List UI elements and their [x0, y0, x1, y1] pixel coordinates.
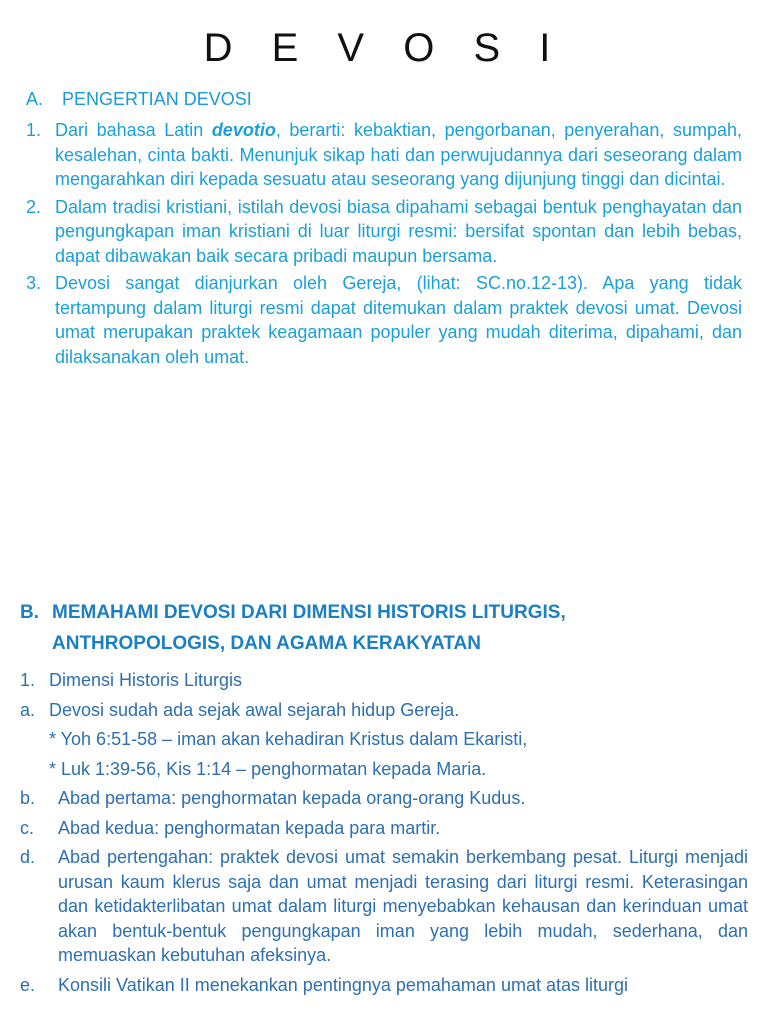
- scripture-reference: * Luk 1:39-56, Kis 1:14 – penghormatan kepada Maria.: [49, 758, 487, 779]
- item-text: Abad pertama: penghormatan kepada orang-orang Kudus.: [58, 788, 526, 808]
- item-number: 3.: [26, 273, 42, 293]
- item-text: Abad kedua: penghormatan kepada para martir.: [58, 817, 441, 838]
- item-text: Devosi sangat dianjurkan oleh Gereja, (lihat: SC.no.12-13). Apa yang tidak tertampung dalam liturgi resmi dapat ditemukan dalam praktek devosi umat. Devosi umat merupakan praktek keagamaan populer yang mudah diterima, dipahami, dan dilaksanakan oleh umat.: [55, 273, 742, 367]
- item-marker: e.: [20, 974, 36, 995]
- section-b-list: [20, 668, 748, 1002]
- section-a-label: A.: [26, 89, 44, 109]
- scripture-reference: * Yoh 6:51-58 – iman akan kehadiran Kristus dalam Ekaristi,: [49, 729, 528, 749]
- list-item: [26, 195, 742, 269]
- list-item: [26, 271, 742, 369]
- section-b-heading: [20, 597, 760, 659]
- item-text-post: , berarti: kebaktian, pengorbanan, penyerahan, sumpah, kesalehan, cinta bakti. Menunjuk sikap hati dan perwujudannya dari seseorang dalam mengarahkan diri kepada sesuatu atau seseorang yang dijunjung tinggi dan dicintai.: [55, 120, 742, 189]
- list-item: [20, 816, 748, 841]
- item-marker: a.: [20, 699, 36, 720]
- item-text: Devosi sudah ada sejak awal sejarah hidup Gereja.: [49, 699, 460, 720]
- item-marker: c.: [20, 817, 35, 838]
- page-title: D E V O S I: [203, 26, 565, 70]
- list-item: [20, 845, 748, 968]
- item-number: 1.: [26, 120, 42, 140]
- list-item: [20, 668, 748, 693]
- list-item: [20, 786, 748, 811]
- list-item: [20, 973, 748, 998]
- item-text: Dalam tradisi kristiani, istilah devosi biasa dipahami sebagai bentuk penghayatan dan pengungkapan iman kristiani di luar liturgi resmi: bersifat spontan dan lebih bebas, dapat dibawakan baik secara pribadi maupun bersama.: [55, 196, 742, 266]
- section-b-title-line2: ANTHROPOLOGIS, DAN AGAMA KERAKYATAN: [52, 633, 481, 654]
- list-item: [26, 118, 742, 192]
- item-text: Abad pertengahan: praktek devosi umat semakin berkembang pesat. Liturgi menjadi urusan kaum klerus saja dan umat menjadi terasing dari liturgi resmi. Keterasingan dan ketidakterlibatan umat dalam liturgi menyebabkan kehausan dan kerinduan umat akan bentuk-bentuk pengungkapan iman yang lebih mudah, sederhana, dan memuaskan kebutuhan afeksinya.: [58, 847, 748, 965]
- item-text: Dimensi Historis Liturgis: [49, 670, 243, 690]
- list-item: [20, 698, 748, 723]
- item-marker: 1.: [20, 670, 36, 690]
- section-a-list: [26, 118, 742, 372]
- item-text-pre: Dari bahasa Latin: [55, 120, 212, 140]
- section-a-heading: [26, 89, 252, 110]
- item-marker: b.: [20, 788, 36, 808]
- latin-term: devotio: [211, 120, 276, 140]
- section-a-title: PENGERTIAN DEVOSI: [62, 89, 252, 109]
- item-number: 2.: [26, 196, 42, 217]
- item-marker: d.: [20, 847, 36, 867]
- section-b-label: B.: [20, 602, 39, 623]
- section-b-title-line1: MEMAHAMI DEVOSI DARI DIMENSI HISTORIS LITURGIS,: [52, 602, 566, 623]
- item-text: Konsili Vatikan II menekankan pentingnya pemahaman umat atas liturgi: [58, 974, 628, 995]
